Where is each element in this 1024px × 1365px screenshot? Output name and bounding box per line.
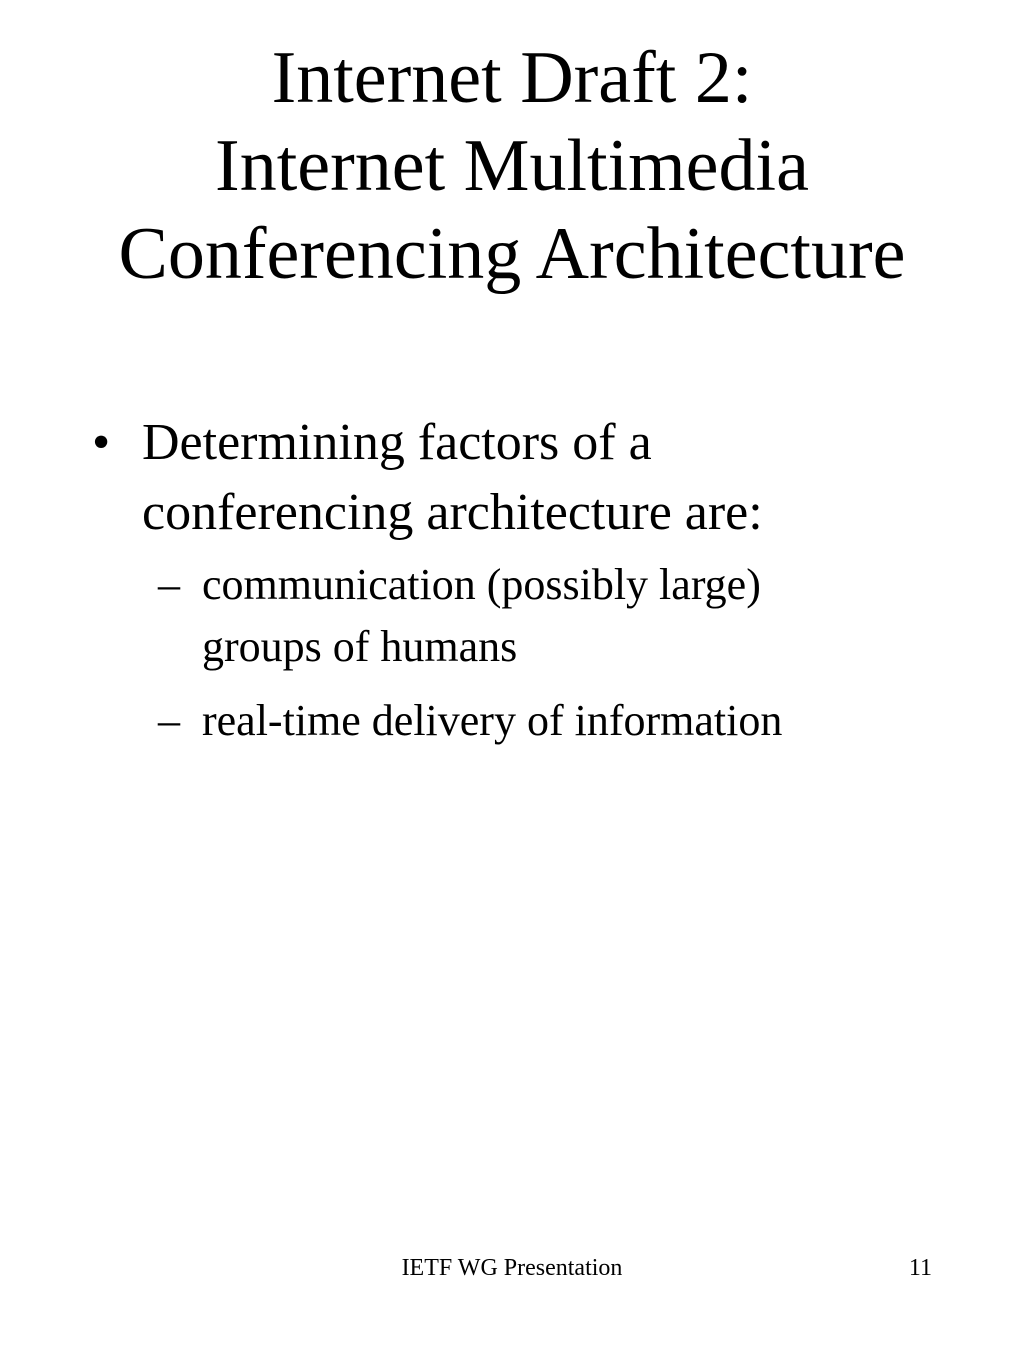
sub-bullet-line: real-time delivery of information (202, 696, 783, 745)
bullet-line-1: Determining factors of a (142, 414, 652, 471)
bullet-item (92, 408, 972, 548)
page-number: 11 (908, 1255, 932, 1281)
sub-bullet-marker: – (158, 696, 180, 745)
sub-bullet-text (202, 554, 972, 678)
bullet-marker: • (92, 414, 111, 471)
sub-bullet-list (92, 554, 972, 752)
bullet-text (142, 408, 972, 548)
slide-title (0, 34, 1024, 298)
title-line-3: Conferencing Architecture (118, 213, 906, 295)
sub-bullet-item (158, 554, 972, 678)
slide-body (92, 408, 972, 764)
bullet-line-2: conferencing architecture are: (142, 484, 763, 541)
title-line-2: Internet Multimedia (215, 125, 809, 207)
sub-bullet-line: communication (possibly large) (202, 560, 761, 609)
sub-bullet-line: groups of humans (202, 622, 518, 671)
footer-title: IETF WG Presentation (401, 1255, 623, 1281)
sub-bullet-marker: – (158, 560, 180, 609)
sub-bullet-item (158, 690, 972, 752)
title-line-1: Internet Draft 2: (271, 37, 753, 119)
sub-bullet-text (202, 690, 972, 752)
